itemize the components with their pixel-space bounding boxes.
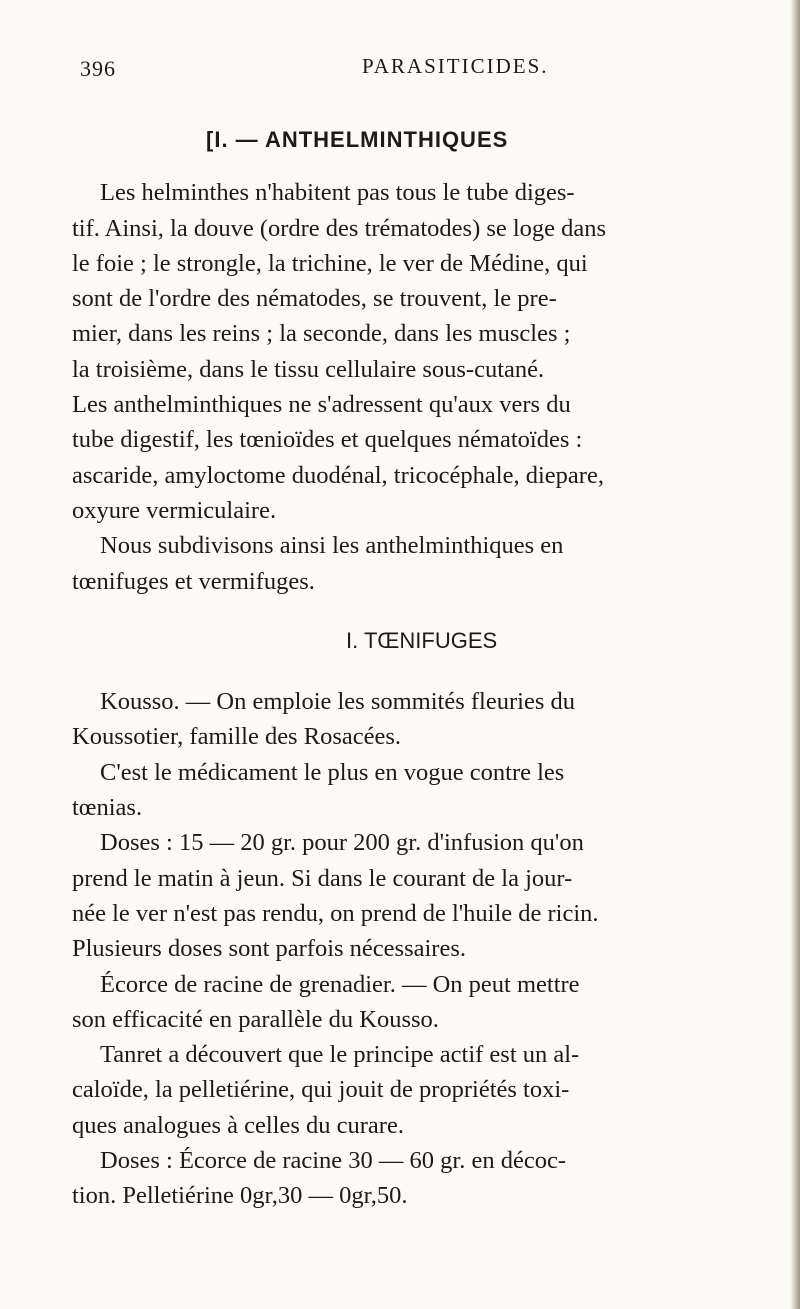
text-line: Plusieurs doses sont parfois nécessaires.	[72, 935, 466, 963]
section-heading: [I. — ANTHELMINTHIQUES	[206, 127, 509, 152]
text-line: son efficacité en parallèle du Kousso.	[72, 1005, 439, 1033]
ecorce-paragraph	[72, 967, 762, 1038]
page-header	[0, 54, 790, 84]
text-line: Doses : Écorce de racine 30 — 60 gr. en décoc-	[100, 1147, 566, 1175]
subdivide-paragraph	[72, 528, 762, 599]
text-line: Les helminthes n'habitent pas tous le tube diges-	[100, 179, 575, 207]
text-line: Écorce de racine de grenadier. — On peut mettre	[100, 970, 580, 998]
page-edge-shadow	[790, 0, 800, 1309]
text-line: caloïde, la pelletiérine, qui jouit de propriétés toxi-	[72, 1076, 570, 1104]
medicament-paragraph	[72, 755, 762, 826]
text-line: ques analogues à celles du curare.	[72, 1111, 404, 1139]
text-line: sont de l'ordre des nématodes, se trouvent, le pre-	[72, 285, 557, 313]
text-line: Nous subdivisons ainsi les anthelminthiques en	[100, 532, 564, 560]
tanret-paragraph	[72, 1037, 762, 1143]
text-line: tœnifuges et vermifuges.	[72, 567, 315, 595]
doses-paragraph-2	[72, 1143, 762, 1214]
text-line: la troisième, dans le tissu cellulaire sous-cutané.	[72, 355, 545, 383]
page-number: 396	[80, 56, 116, 81]
text-line: oxyure vermiculaire.	[72, 496, 277, 524]
text-line: tif. Ainsi, la douve (ordre des trématodes) se loge dans	[72, 214, 607, 242]
intro-paragraph	[72, 175, 762, 528]
text-line: tœnias.	[72, 794, 143, 822]
text-line: née le ver n'est pas rendu, on prend de l'huile de ricin.	[72, 899, 599, 927]
text-line: Koussotier, famille des Rosacées.	[72, 723, 402, 751]
kousso-paragraph	[72, 684, 762, 755]
text-line: tube digestif, les tœnioïdes et quelques nématoïdes :	[72, 426, 583, 454]
running-title: PARASITICIDES.	[362, 54, 549, 78]
subsection-heading: I. TŒNIFUGES	[346, 627, 498, 653]
text-line: tion. Pelletiérine 0gr,30 — 0gr,50.	[72, 1182, 408, 1210]
page-body	[72, 122, 762, 1214]
text-line: prend le matin à jeun. Si dans le courant de la jour-	[72, 864, 573, 892]
text-line: Les anthelminthiques ne s'adressent qu'aux vers du	[72, 391, 571, 419]
text-line: Doses : 15 — 20 gr. pour 200 gr. d'infusion qu'on	[100, 829, 584, 857]
doses-paragraph	[72, 825, 762, 966]
text-line: ascaride, amyloctome duodénal, tricocéphale, diepare,	[72, 461, 604, 489]
text-line: Tanret a découvert que le principe actif est un al-	[100, 1041, 580, 1069]
text-line: le foie ; le strongle, la trichine, le ver de Médine, qui	[72, 249, 588, 277]
text-line: mier, dans les reins ; la seconde, dans les muscles ;	[72, 320, 571, 348]
text-line: Kousso. — On emploie les sommités fleuries du	[100, 688, 575, 716]
text-line: C'est le médicament le plus en vogue contre les	[100, 758, 565, 786]
